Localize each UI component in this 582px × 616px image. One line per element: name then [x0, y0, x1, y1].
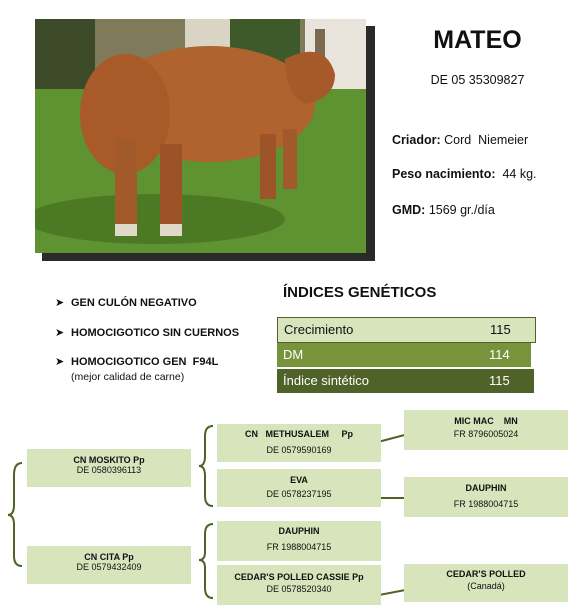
pedigree-dam: [27, 546, 191, 584]
pedigree-name: CEDAR'S POLLED: [446, 569, 526, 579]
pedigree-name: CEDAR'S POLLED CASSIE Pp: [234, 572, 364, 582]
pedigree-name: DAUPHIN: [278, 526, 320, 536]
arrow-bullet-icon: ➤: [55, 297, 65, 309]
animal-registration: DE 05 35309827: [430, 73, 525, 87]
pedigree-reg: DE 0580396113: [76, 465, 142, 475]
genetic-index-value: 115: [489, 373, 510, 388]
pedigree-reg: FR 1988004715: [453, 499, 519, 509]
pedigree-name: MIC MAC MN: [454, 416, 518, 426]
pedigree-name: DAUPHIN: [465, 483, 507, 493]
animal-name: MATEO: [433, 26, 522, 54]
arrow-bullet-icon: ➤: [55, 356, 65, 368]
pedigree-reg: FR 8796005024: [453, 429, 519, 439]
genetic-index-label: DM: [283, 347, 304, 362]
pedigree-dam-dam: [217, 565, 381, 605]
genetic-index-label: Índice sintético: [283, 373, 369, 388]
pedigree-great-grandsire: [404, 564, 568, 602]
pedigree-reg: (Canadá): [467, 581, 505, 591]
genetic-index-value: 115: [490, 322, 511, 337]
genetic-indices-title: ÍNDICES GENÉTICOS: [283, 284, 437, 301]
pedigree-reg: DE 0579590169: [266, 445, 332, 455]
genetic-index-label: Crecimiento: [284, 322, 354, 337]
pedigree-sire: [27, 449, 191, 487]
pedigree-name: CN CITA Pp: [84, 552, 134, 562]
breeder-label: Criador:: [392, 133, 441, 147]
gmd-label: GMD:: [392, 203, 426, 217]
breeder-value: Cord Niemeier: [444, 133, 529, 147]
pedigree-brace: [199, 426, 213, 506]
pedigree-reg: DE 0578520340: [266, 584, 332, 594]
pedigree-name: CN MOSKITO Pp: [73, 455, 145, 465]
pedigree-brace: [199, 524, 213, 598]
pedigree-reg: FR 1988004715: [266, 542, 332, 552]
pedigree-reg: DE 0579432409: [76, 562, 142, 572]
genetic-index-value: 114: [489, 347, 510, 362]
pedigree-sire-sire: [217, 424, 381, 462]
birth-weight-value: 44 kg.: [502, 167, 537, 181]
pedigree-dam-sire: [217, 521, 381, 561]
trait-text: HOMOCIGOTICO GEN F94L: [71, 356, 219, 368]
trait-note: (mejor calidad de carne): [71, 371, 185, 383]
arrow-bullet-icon: ➤: [55, 327, 65, 339]
trait-text: HOMOCIGOTICO SIN CUERNOS: [71, 327, 240, 339]
pedigree-great-grandsire: [404, 410, 568, 450]
gmd-value: 1569 gr./día: [428, 203, 495, 217]
pedigree-name: EVA: [290, 475, 308, 485]
trait-text: GEN CULÓN NEGATIVO: [71, 297, 197, 309]
birth-weight-label: Peso nacimiento:: [392, 167, 496, 181]
pedigree-brace: [8, 463, 22, 566]
pedigree-sire-dam: [217, 469, 381, 507]
pedigree-reg: DE 0578237195: [266, 489, 332, 499]
pedigree-name: CN METHUSALEM Pp: [245, 429, 353, 439]
pedigree-great-grandsire: [404, 477, 568, 517]
